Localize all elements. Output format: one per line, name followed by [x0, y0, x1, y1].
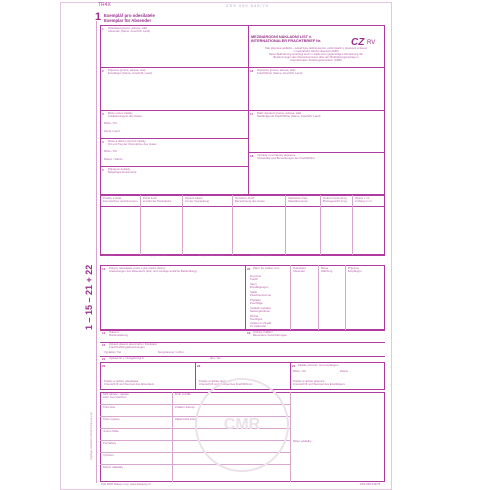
consignee-signature: Podpis a razítko příjemce Unterschrift und Stempel des Empfängers [293, 379, 345, 387]
pay-col-currency: Měna Währung [321, 266, 333, 274]
form-code-top: ZSS 050 649/75 [226, 3, 269, 8]
footer-right: ZSS 050 649/75 [360, 482, 381, 486]
col-goods: Označení zboží Bezeichnung des Gutes [235, 196, 265, 204]
col-statistic: Statistické číslo Statistiknummer [288, 196, 309, 204]
pay-col-sender: Odesílatel Absender [293, 266, 306, 274]
pay-row-misc: Různé Sonstiges [250, 314, 263, 322]
title-note5: internationalen Straßengüterverkehr (CMR) [290, 59, 342, 63]
goods-table [100, 195, 385, 255]
field-driver-name: Jméno řidiče [103, 429, 119, 433]
un-packing-group: Obalová skupina [250, 253, 271, 257]
field-unloading: Vyložení [103, 453, 114, 457]
instructions-payment-frame [100, 265, 385, 330]
field-consignee-input[interactable] [101, 77, 247, 109]
field-vehicle-plate: SPZ tahače / návěsu Amtl. Kennzeichen [103, 392, 129, 400]
received-place: Místo / Ort [293, 369, 307, 373]
field-special-agreements: Úmluvy zvláštní Besondere Vereinbarungen [253, 330, 288, 338]
col-packing: Způsob balení Art der Verpackung [185, 196, 209, 204]
field-successive-carriers-label: Další dopravci (jméno, adresa, stát) Nachfolgende Frachtführer (Name, Anschrift, Land) [257, 111, 321, 119]
field-delivery-label: Místo určení zásilky Auslieferungsort des Gutes [108, 111, 142, 119]
col-packages: Počet kusů Anzahl der Packstücke [143, 196, 172, 204]
field-payment-instructions: Způsob placení dovozného / Frankatur Frachtzahlungsanweisungen [109, 342, 157, 350]
col-volume: Objem v m³ Umfang in m³ [355, 196, 372, 204]
field-carriage-forward: Nevyplaceně / unfrei [158, 350, 184, 354]
field-delivery-place: Místo / Ort [104, 121, 118, 125]
field-customer-number: Zákaznické číslo [175, 417, 196, 421]
title-note3: Diese Beförderung unterliegt auch im Falle einer gegenteiligen Abmachung der [269, 53, 363, 57]
field-other-agreements: Zvláštní dohody [175, 405, 195, 409]
sender-signature: Podpis a razítko odesílatele Unterschrift und Stempel des Absenders [104, 379, 155, 387]
pay-row-balance: Saldo Zwischensumme [250, 290, 271, 298]
field-carriage-paid: Výplatně / frei [104, 350, 122, 354]
pay-row-freight: Dovozné Fracht [250, 274, 262, 282]
side-caption: Vyplňuje odesílatel včetně hmotnosti v kg [90, 412, 93, 460]
goods-received: Zásilku převzal / Gut empfangen [298, 363, 339, 367]
corner-code: TR4X [98, 2, 111, 8]
field-takeover-date: Datum / Datum [104, 157, 123, 161]
un-official-name: Oficiální pojmenování [140, 253, 167, 257]
field-reservations-label: Výhrady a poznámky dopravce Vorbehalte und Bemerkungen der Frachtführer [257, 153, 315, 161]
field-documents-label: Připojené doklady Beigefügte Dokumente [108, 167, 137, 175]
field-unloading-place: Místo vykládky [293, 439, 312, 443]
field-established-in: Vystaveno v / Ausgefertigt in [109, 356, 145, 360]
pay-col-consignee: Příjemce Empfänger [348, 266, 362, 274]
title-suffix: RV [367, 40, 376, 46]
field-remarks: Poznámky [103, 441, 117, 445]
field-takeover-place: Místo / Ort [104, 149, 118, 153]
field-dispatch-number: Číslo výpravy [103, 417, 120, 421]
copy-label [104, 13, 155, 23]
field-sender-input[interactable] [101, 35, 247, 66]
title-note1: Tato přeprava podléhá – pokud byla zaškrtnuta jiná, podmínkách o přepravní smlouvě [264, 47, 368, 50]
pay-row-reductions: Slevy Ermäßigungen [250, 282, 269, 290]
copy-label-de: Exemplar für Absender [104, 18, 152, 23]
title-note2: v mezinárodní silniční dopravě (CMR) [293, 50, 339, 54]
field-loading-date: Datum nakládky [103, 465, 124, 469]
field-vehicle-type: Druh vozidla [175, 392, 191, 396]
field-consignee-label: Příjemce (jméno, adresa, stát) Empfänger (Name, Anschrift, Land) [108, 68, 152, 76]
title-note4: Bestimmungen des Übereinkommens über den Beförderungsvertrag im [273, 56, 359, 60]
title-line2: INTERNATIONALER FRACHTBRIEF Nr. [251, 39, 322, 44]
field-list-number: Číslo listu [103, 405, 116, 409]
carrier-signature: Podpis a razítko dopravce Unterschrift und Stempel des Frachtführers [199, 379, 253, 387]
pay-row-total: Celkem k úhradě Zu zahlender [250, 321, 272, 329]
side-field-numbers: 1 – 15 – 21 + 22 [84, 264, 94, 330]
un-number: UN číslo [103, 253, 114, 257]
pay-row-supplements: Příplatky Zuschläge [250, 298, 263, 306]
field-established-on: dne / am [210, 356, 221, 360]
field-cash-on-delivery: Vrácení Rückerstattung [109, 330, 128, 338]
country-code: CZ [351, 37, 365, 48]
field-payable-by: Platí / Zu zahlen vom [253, 266, 280, 270]
pay-row-charges: Vedlejší poplatky Nebengebühren [250, 306, 271, 314]
field-delivery-country: Země / Land [104, 129, 120, 133]
copy-label-cz: Exemplář pro odesílatele [104, 13, 155, 18]
field-sender-label: Odesílatel (jméno, adresa, stát) Absender (Name, Anschrift, Land) [108, 26, 151, 34]
title-line1: MEZINÁRODNÍ NÁKLADNÍ LIST č. [251, 35, 313, 39]
field-sender-instructions: Pokyny odesílatele (celní a jiné úřední úkony) Anweisungen des Absenders (Zoll- und sonstige amtliche Behandlung) [109, 266, 197, 274]
copy-number: 1 [95, 11, 102, 23]
footer-left: Tisk 2020 Nakup nový: www.tiskopisy.cz [101, 482, 151, 486]
un-safety-label: Bezpečnostní značka [198, 253, 225, 257]
cmr-watermark: CMR [195, 378, 289, 472]
field-carrier-label: Dopravce (jméno, adresa, stát) Frachtführer (Name, Anschrift, Land) [257, 68, 303, 76]
field-takeover-label: Místo a datum převzetí zásilky Ort und Tag der Übernahme des Gutes [108, 139, 157, 147]
col-weight: Hrubá hmotnost kg Bruttogewicht in kg [323, 196, 347, 204]
received-date: Datum [340, 369, 349, 373]
col-marks: Značky a čísla Kennzeichen und Nummern [103, 196, 138, 204]
